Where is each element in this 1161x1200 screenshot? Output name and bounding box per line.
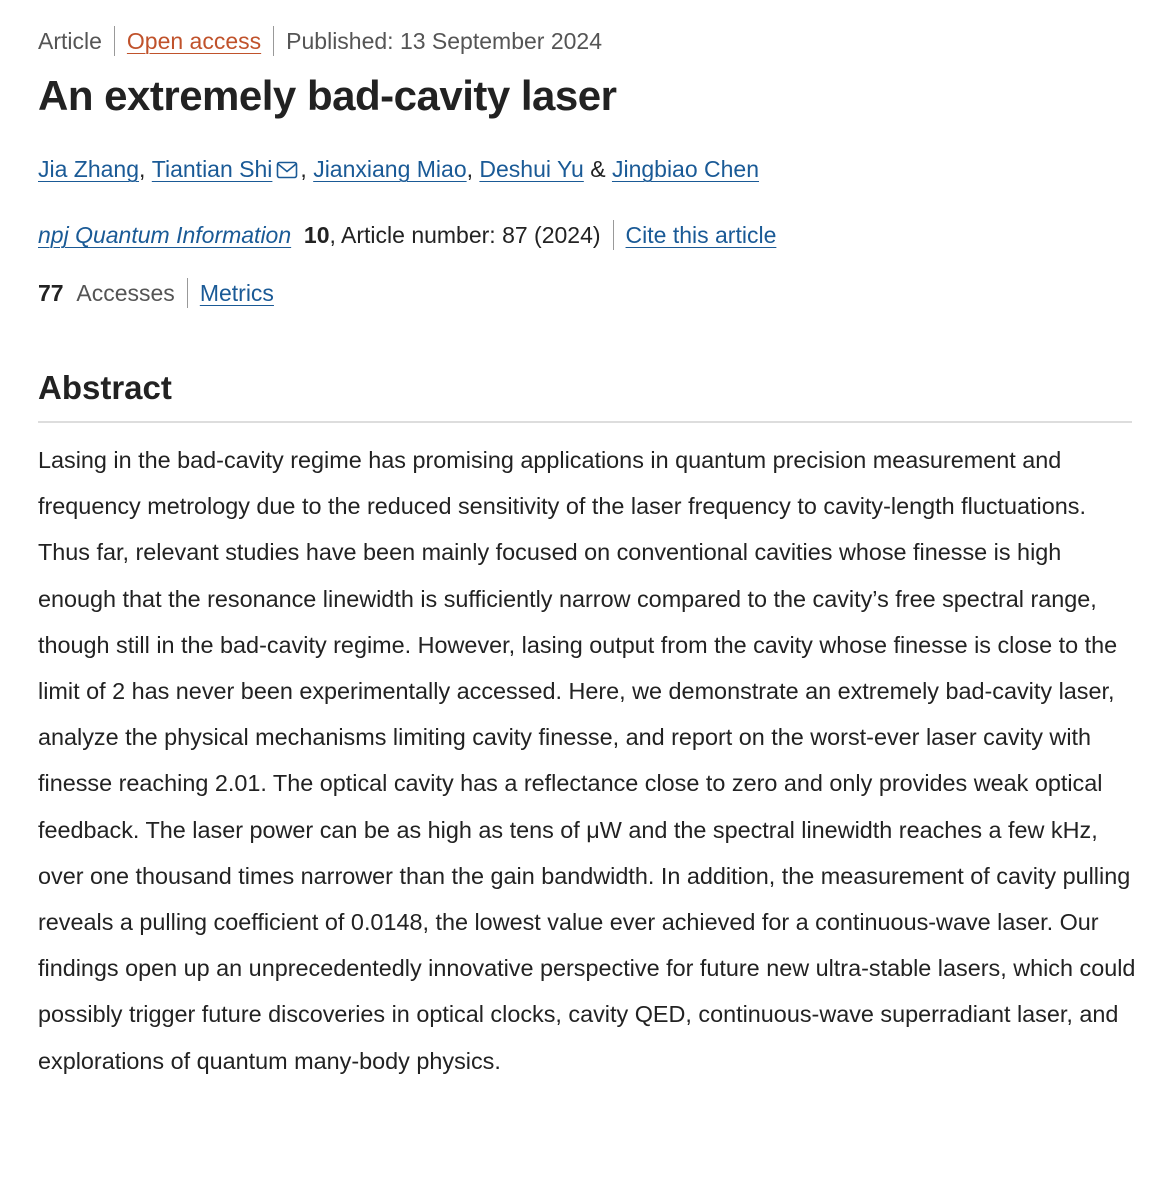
citation-divider <box>613 220 614 250</box>
article-type: Article <box>38 28 102 54</box>
meta-divider <box>114 26 115 56</box>
access-count: 77 <box>38 280 64 306</box>
author-separator: , <box>139 156 152 182</box>
citation-row <box>38 218 776 252</box>
author-link[interactable]: Jianxiang Miao <box>313 156 467 182</box>
author-link[interactable]: Deshui Yu <box>479 156 584 182</box>
metrics-row <box>38 276 274 310</box>
author-separator: , <box>466 156 480 182</box>
journal-link[interactable]: npj Quantum Information <box>38 222 292 248</box>
article-title: An extremely bad-cavity laser <box>38 72 617 119</box>
author-separator: , <box>300 156 314 182</box>
access-label: Accesses <box>76 280 175 306</box>
author-link[interactable]: Jia Zhang <box>38 156 140 182</box>
author-link[interactable]: Tiantian Shi <box>151 156 273 182</box>
author-link[interactable]: Jingbiao Chen <box>611 156 760 182</box>
article-meta <box>38 24 602 58</box>
metrics-link[interactable]: Metrics <box>199 280 274 306</box>
abstract-body: Lasing in the bad-cavity regime has promising applications in quantum precision measurement and frequency metrology due to the reduced sensitivity of the laser frequency to cavity-length fluctuations. Thus far, relevant studies have been mainly focused on conventional cavities whose finesse is high enough that the resonance linewidth is sufficiently narrow compared to the cavity’s free spectral range, though still in the bad-cavity regime. However, lasing output from the cavity whose finesse is close to the limit of 2 has never been experimentally accessed. Here, we demonstrate an extremely bad-cavity laser, analyze the physical mechanisms limiting cavity finesse, and report on the worst-ever laser cavity with finesse reaching 2.01. The optical cavity has a reflectance close to zero and only provides weak optical feedback. The laser power can be as high as tens of μW and the spectral linewidth reaches a few kHz, over one thousand times narrower than the gain bandwidth. In addition, the measurement of cavity pulling reveals a pulling coefficient of 0.0148, the lowest value ever achieved for a continuous-wave laser. Our findings open up an unprecedentedly innovative perspective for future new ultra-stable lasers, which could possibly trigger future discoveries in optical clocks, cavity QED, continuous-wave superradiant laser, and explorations of quantum many-body physics. <box>38 447 1136 1074</box>
journal-volume: 10 <box>303 222 330 248</box>
author-list <box>38 152 759 186</box>
author-separator: & <box>583 156 612 182</box>
metrics-divider <box>187 278 188 308</box>
abstract-heading: Abstract <box>38 369 172 406</box>
section-divider <box>38 421 1132 423</box>
open-access-link[interactable]: Open access <box>126 28 262 54</box>
article-number: , Article number: 87 (2024) <box>329 222 601 248</box>
published-date: Published: 13 September 2024 <box>286 28 602 54</box>
cite-article-link[interactable]: Cite this article <box>625 222 777 248</box>
meta-divider <box>273 26 274 56</box>
email-icon[interactable] <box>276 154 298 172</box>
